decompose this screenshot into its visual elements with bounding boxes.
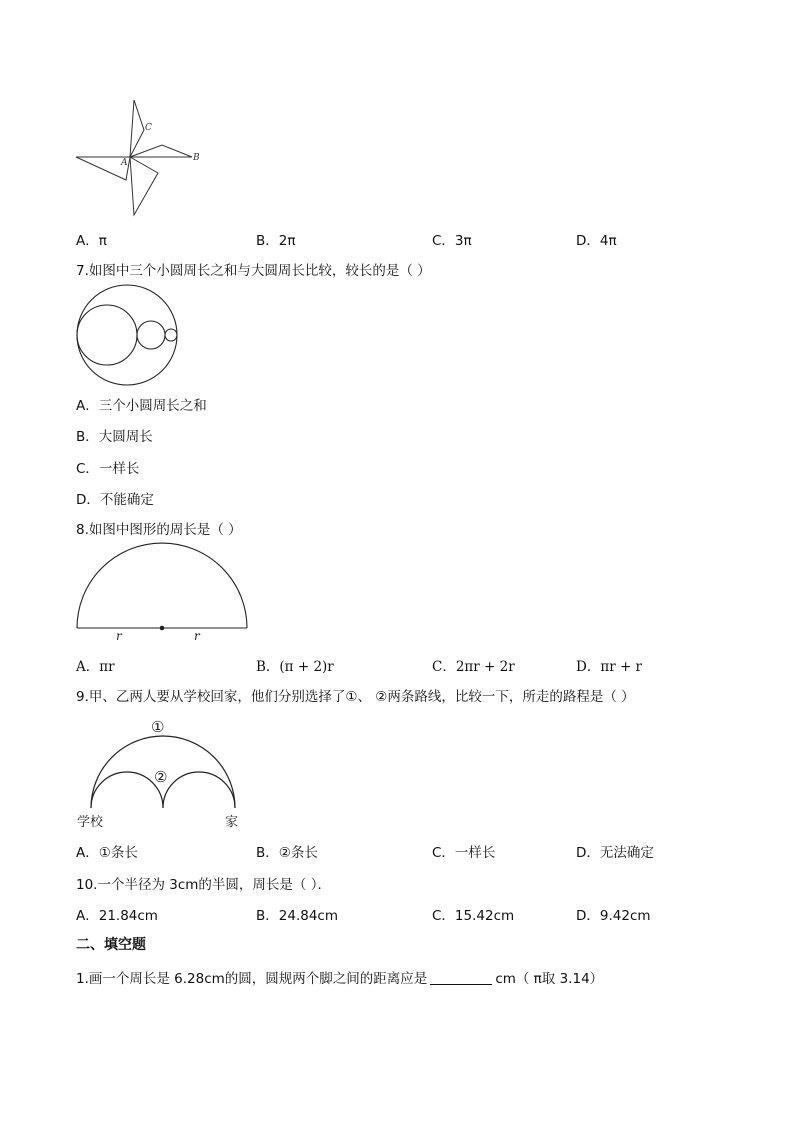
q6-option-b: B．2π — [256, 233, 296, 249]
label-a: A — [121, 158, 128, 168]
q10-stem: 10.一个半径为 3cm的半圆，周长是（ ）． — [76, 877, 331, 893]
school-label: 学校 — [77, 815, 104, 830]
pinwheel-blade-right — [130, 145, 192, 157]
home-label: 家 — [225, 815, 239, 830]
small-circle-2 — [137, 321, 165, 349]
small-circle-3 — [165, 329, 177, 341]
pinwheel-blade-up — [130, 100, 144, 157]
q9-option-b: B．②条长 — [256, 845, 318, 861]
section-title: 二、填空题 — [76, 937, 146, 953]
q9-stem: 9.甲、乙两人要从学校回家，他们分别选择了①、 ②两条路线，比较一下，所走的路程是（ ） — [76, 689, 635, 705]
q8-option-c: C．2πr + 2r — [432, 659, 515, 675]
route-1-label: ① — [151, 718, 165, 736]
q9-option-c: C．一样长 — [432, 845, 496, 861]
q10-option-d: D．9.42cm — [576, 908, 651, 924]
q6-option-d: D．4π — [576, 233, 617, 249]
label-b: B — [193, 153, 200, 163]
circles-figure — [74, 283, 180, 387]
route-2-arc-right — [163, 772, 235, 808]
label-right-r: r — [194, 629, 200, 643]
route-2-label: ② — [154, 768, 168, 786]
center-point — [160, 626, 165, 631]
semicircle-arc — [77, 543, 247, 628]
q9-option-d: D．无法确定 — [576, 845, 654, 861]
route-2-arc-left — [91, 772, 163, 808]
q7-stem: 7.如图中三个小圆周长之和与大圆周长比较，较长的是（ ） — [76, 263, 431, 279]
q6-option-c: C．3π — [432, 233, 472, 249]
fill-question-1-unit: cm（ π取 3.14） — [495, 971, 604, 987]
fill-question-1 — [76, 967, 603, 987]
q8-option-d: D．πr + r — [576, 659, 642, 675]
answer-blank[interactable] — [430, 972, 492, 985]
q10-option-b: B．24.84cm — [256, 908, 338, 924]
pinwheel-blade-down — [130, 157, 158, 215]
q7-option-c: C．一样长 — [76, 461, 140, 477]
routes-figure — [74, 712, 254, 834]
pinwheel-figure — [70, 95, 210, 220]
q7-option-b: B．大圆周长 — [76, 429, 153, 445]
label-c: C — [145, 123, 152, 133]
q8-option-b: B．(π + 2)r — [256, 659, 334, 675]
q9-option-a: A．①条长 — [76, 845, 138, 861]
small-circle-1 — [77, 305, 137, 365]
q7-option-d: D．不能确定 — [76, 492, 154, 508]
fill-question-1-text: 1.画一个周长是 6.28cm的圆，圆规两个脚之间的距离应是 — [76, 971, 428, 987]
semicircle-figure — [74, 540, 252, 646]
q6-option-a: A．π — [76, 233, 107, 249]
large-circle — [77, 285, 177, 385]
q8-option-a: A．πr — [76, 659, 115, 675]
q8-stem: 8.如图中图形的周长是（ ） — [76, 522, 242, 538]
label-left-r: r — [116, 629, 122, 643]
q10-option-a: A．21.84cm — [76, 908, 158, 924]
q7-option-a: A．三个小圆周长之和 — [76, 398, 207, 414]
q10-option-c: C．15.42cm — [432, 908, 515, 924]
